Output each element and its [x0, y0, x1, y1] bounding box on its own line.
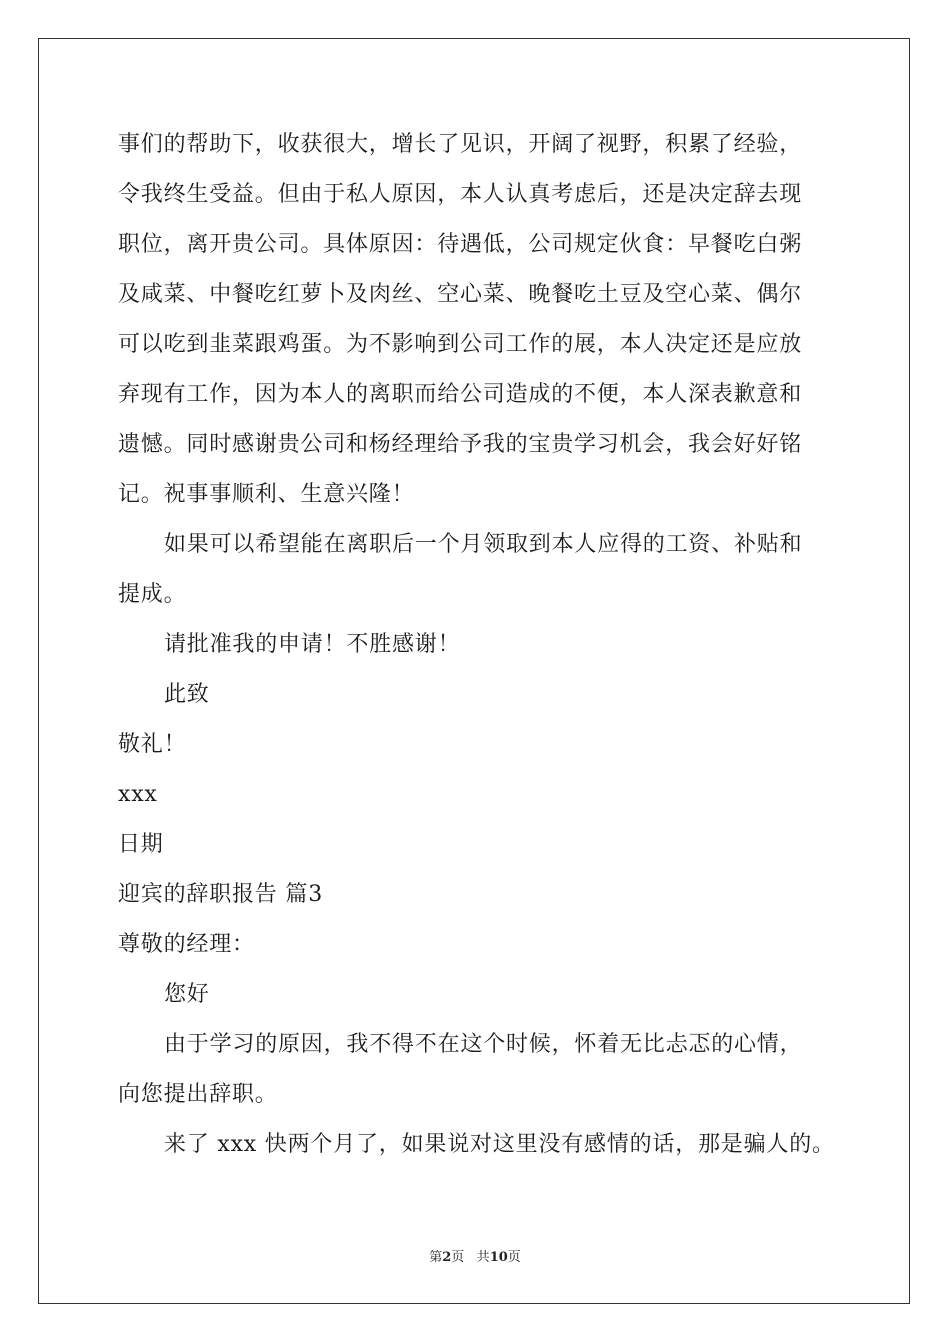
text-line: 提成。 [118, 582, 187, 607]
page-prefix: 第 [429, 1250, 443, 1265]
text-line: 记。祝事事顺利、生意兴隆！ [118, 482, 415, 507]
text-line: 遗憾。同时感谢贵公司和杨经理给予我的宝贵学习机会，我会好好铭 [118, 432, 803, 457]
section-title: 迎宾的辞职报告 篇3 [118, 882, 323, 907]
paragraph-start: 来了 xxx 快两个月了，如果说对这里没有感情的话，那是骗人的。 [164, 1132, 835, 1157]
paragraph-start: 如果可以希望能在离职后一个月领取到本人应得的工资、补贴和 [164, 532, 803, 557]
total-prefix: 共 [476, 1250, 490, 1265]
text-line: 令我终生受益。但由于私人原因，本人认真考虑后，还是决定辞去现 [118, 182, 803, 207]
text-line: 向您提出辞职。 [118, 1082, 278, 1107]
text-line: 事们的帮助下，收获很大，增长了见识，开阔了视野，积累了经验， [118, 132, 803, 157]
total-unit: 页 [507, 1250, 521, 1265]
closing-regards: 敬礼！ [118, 732, 187, 757]
signature-name: xxx [118, 782, 158, 807]
page-unit: 页 [451, 1250, 465, 1265]
page-total: 10 [489, 1250, 508, 1265]
page-current: 2 [442, 1250, 452, 1265]
paragraph-start: 由于学习的原因，我不得不在这个时候，怀着无比忐忑的心情， [164, 1032, 803, 1057]
text-line: 职位，离开贵公司。具体原因：待遇低，公司规定伙食：早餐吃白粥 [118, 232, 803, 257]
text-line: 及咸菜、中餐吃红萝卜及肉丝、空心菜、晚餐吃土豆及空心菜、偶尔 [118, 282, 803, 307]
page-footer [0, 1246, 950, 1265]
text-line: 弃现有工作，因为本人的离职而给公司造成的不便，本人深表歉意和 [118, 382, 803, 407]
greeting: 尊敬的经理： [118, 932, 255, 957]
date-label: 日期 [118, 832, 164, 857]
closing-salutation: 此致 [164, 682, 210, 707]
greeting-hello: 您好 [164, 982, 210, 1007]
text-line: 可以吃到韭菜跟鸡蛋。为不影响到公司工作的展，本人决定还是应放 [118, 332, 803, 357]
document-body [118, 120, 838, 1170]
request-line: 请批准我的申请！不胜感谢！ [164, 632, 461, 657]
